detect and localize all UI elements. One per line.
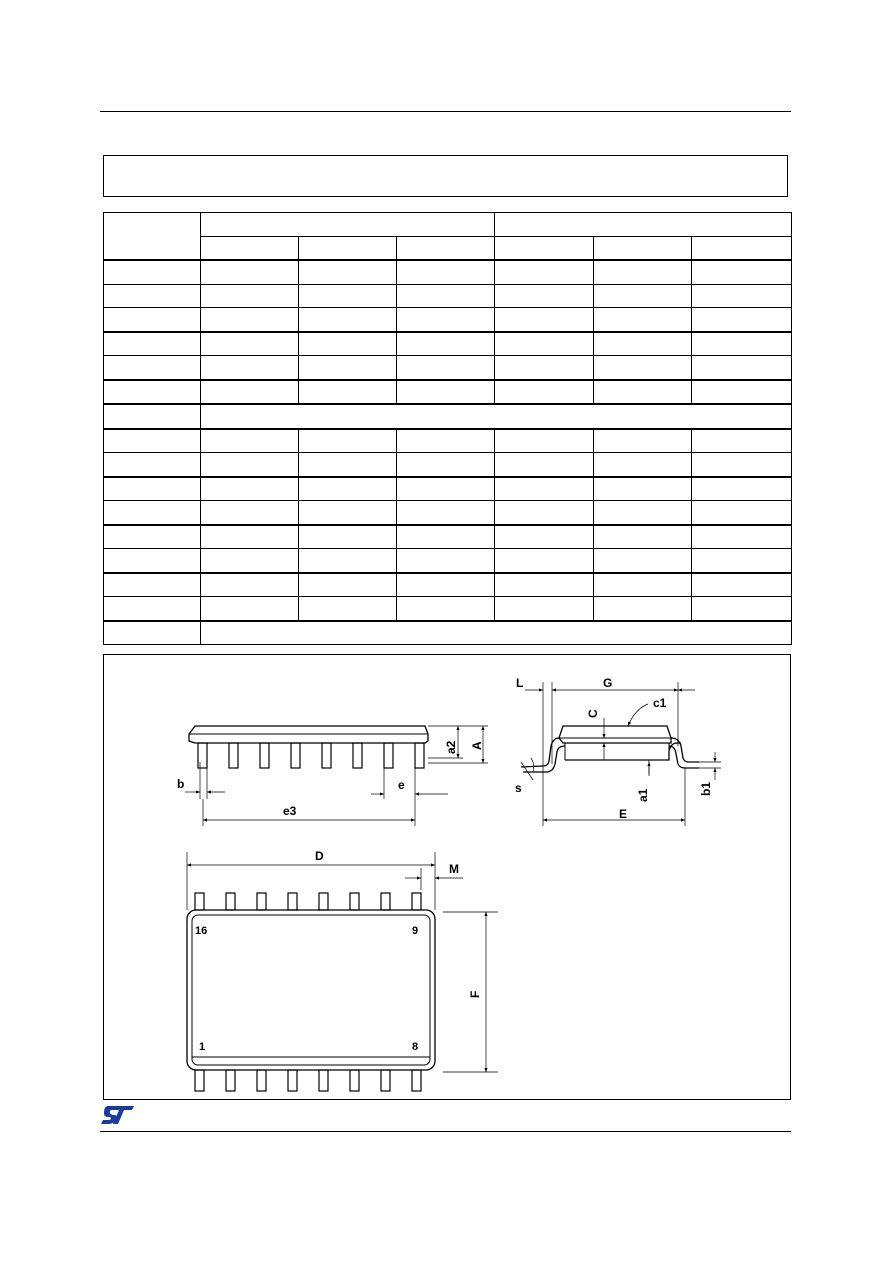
label-b1: b1 (699, 781, 713, 796)
top-pin (350, 893, 359, 910)
front-view (185, 726, 488, 826)
table-header-row-1 (104, 213, 792, 237)
bottom-pin (288, 1070, 297, 1091)
dimensions-table (103, 212, 792, 645)
label-M: M (449, 862, 459, 876)
top-pin (381, 893, 390, 910)
label-A: A (470, 741, 484, 750)
label-s: s (515, 781, 522, 795)
label-D: D (315, 849, 324, 863)
table-row (104, 501, 792, 525)
label-G: G (603, 676, 613, 690)
package-drawing (103, 654, 791, 1100)
min-header-cell (495, 237, 594, 261)
bottom-rule (100, 1131, 791, 1132)
top-pin (195, 893, 204, 910)
typ-header-cell (594, 237, 692, 261)
label-C: C (586, 709, 600, 718)
label-e: e (398, 778, 405, 792)
table-row (104, 525, 792, 549)
table-row (104, 356, 792, 380)
label-a2: a2 (444, 740, 458, 754)
bottom-pin (412, 1070, 421, 1091)
label-E: E (619, 807, 628, 821)
dimension-labels (177, 676, 713, 1053)
typ-header-cell (299, 237, 397, 261)
pin-label-9: 9 (412, 925, 419, 937)
bottom-pin (257, 1070, 266, 1091)
front-pin (353, 743, 362, 768)
dim-header-cell (104, 213, 201, 261)
label-a1: a1 (636, 788, 650, 802)
bottom-pin (381, 1070, 390, 1091)
bottom-pin (195, 1070, 204, 1091)
label-L: L (516, 676, 524, 690)
table-title-box (103, 155, 788, 197)
table-row (104, 453, 792, 477)
top-pins-upper (195, 893, 421, 910)
table-row (104, 549, 792, 573)
label-c1: c1 (653, 696, 667, 710)
top-pin (412, 893, 421, 910)
label-e3: e3 (283, 804, 297, 818)
side-view (521, 682, 721, 826)
pin-label-1: 1 (199, 1041, 206, 1053)
table-row (104, 404, 792, 429)
table-row (104, 597, 792, 621)
front-pin (384, 743, 393, 768)
bottom-pin (226, 1070, 235, 1091)
label-F: F (468, 990, 482, 998)
front-pin (415, 743, 424, 768)
top-pin (288, 893, 297, 910)
max-header-cell (397, 237, 495, 261)
front-pin (229, 743, 238, 768)
pin-label-8: 8 (412, 1041, 419, 1053)
table-row (104, 429, 792, 453)
top-view (187, 852, 498, 1091)
table-row (104, 621, 792, 645)
st-logo-icon (100, 1104, 136, 1126)
top-pin (257, 893, 266, 910)
pin-label-16: 16 (195, 925, 208, 937)
table-row (104, 573, 792, 597)
inch-header-cell (495, 213, 792, 237)
front-pin (322, 743, 331, 768)
front-pin (198, 743, 207, 768)
mm-header-cell (201, 213, 495, 237)
table-row (104, 260, 792, 284)
top-pin (319, 893, 328, 910)
front-pin (260, 743, 269, 768)
table-row (104, 380, 792, 405)
table-header-row-2 (104, 237, 792, 261)
bottom-pin (350, 1070, 359, 1091)
top-rule (100, 111, 791, 112)
front-pins (198, 743, 424, 768)
front-pin (291, 743, 300, 768)
bottom-pin (319, 1070, 328, 1091)
min-header-cell (201, 237, 299, 261)
label-b: b (177, 777, 185, 791)
table-row (104, 308, 792, 332)
table-row (104, 332, 792, 356)
table-row (104, 477, 792, 501)
top-pin (226, 893, 235, 910)
table-row (104, 284, 792, 308)
max-header-cell (692, 237, 792, 261)
top-pins-lower (195, 1070, 421, 1091)
